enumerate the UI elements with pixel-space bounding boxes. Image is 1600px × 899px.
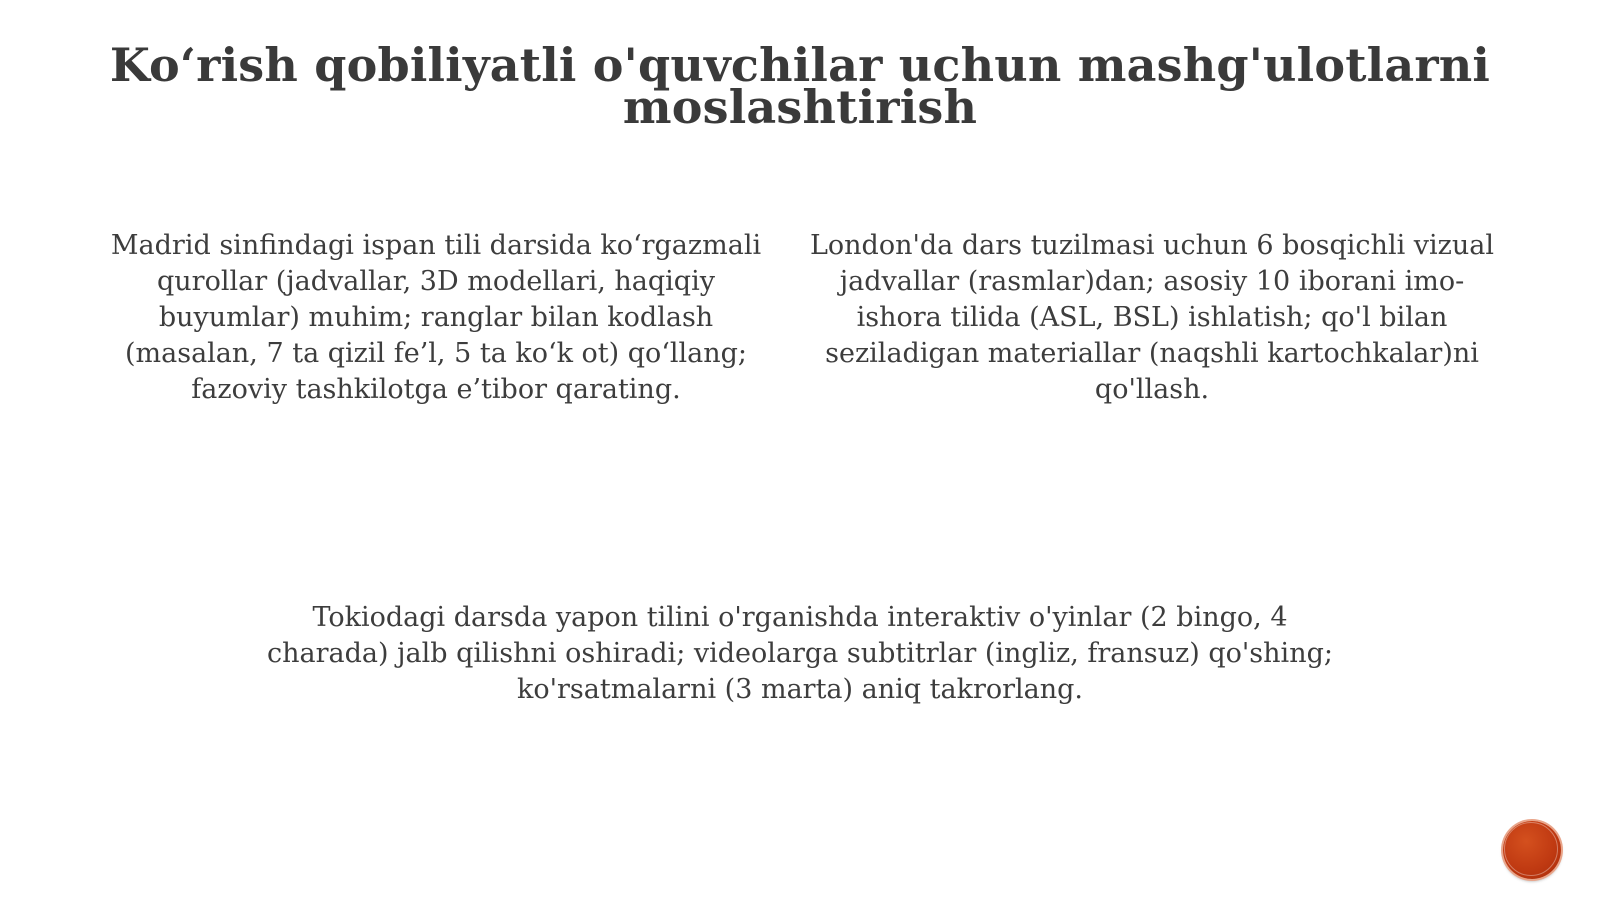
bottom-text: Tokiodagi darsda yapon tilini o'rganishda interaktiv o'yinlar (2 bingo, 4 charada) jalb qilishni oshiradi; videolarga subtitrlar (ingliz, fransuz) qo'shing; ko'rsatmalarni (3 marta) aniq takrorlang. — [267, 602, 1333, 705]
slide-title: Ko‘rish qobiliyatli o'quvchilar uchun mashg'ulotlarni moslashtirish — [109, 38, 1491, 134]
right-column-text: London'da dars tuzilmasi uchun 6 bosqichli vizual jadvallar (rasmlar)dan; asosiy 10 iborani imo-ishora tilida (ASL, BSL) ishlatish; qo'l bilan seziladigan materiallar (naqshli kartochkalar)ni qo'llash. — [809, 230, 1495, 405]
slide-nav-button[interactable] — [1503, 821, 1561, 879]
left-column-text: Madrid sinfindagi ispan tili darsida ko‘rgazmali qurollar (jadvallar, 3D modellari, haqiqiy buyumlar) muhim; ranglar bilan kodlash (masalan, 7 ta qizil fe’l, 5 ta ko‘k ot) qo‘llang; fazoviy tashkilotga e’tibor qarating. — [110, 230, 762, 405]
circle-button-icon — [1504, 822, 1558, 876]
